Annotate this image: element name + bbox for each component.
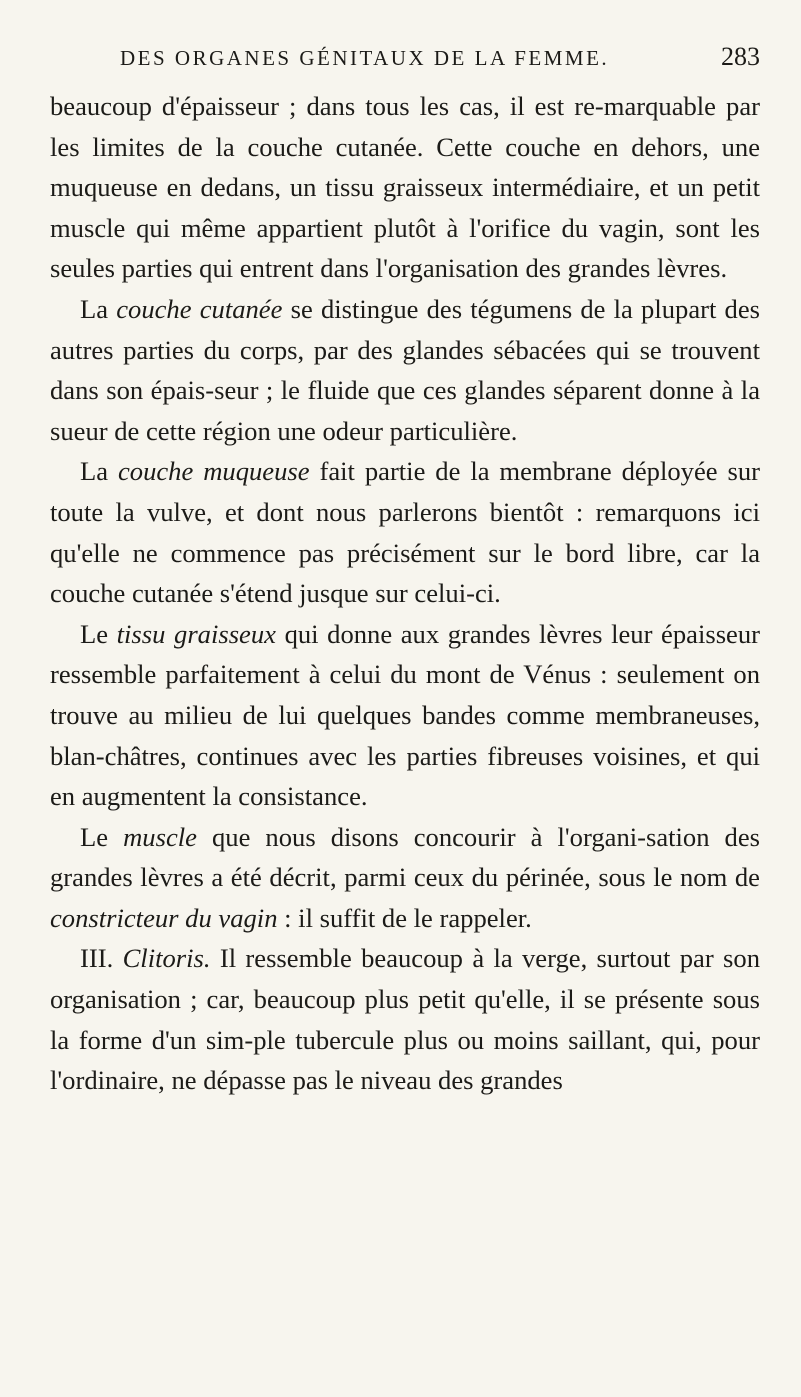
paragraph-text: : il suffit de le rappeler. [277,902,532,933]
paragraph-text: fait partie de la membrane déployée sur toute la vulve, et dont nous parlerons bientôt : remarquons ici qu'elle ne commence pas précisément sur le bord libre, car la couche cutanée s'étend jusque sur celui-ci. [50,456,760,609]
paragraph-text: qui donne aux grandes lèvres leur épaisseur ressemble parfaitement à celui du mont de Vénus : seulement on trouve au milieu de lui quelques bandes comme membraneuses, blan-châtres, continues avec les parties fibreuses voisines, et qui en augmentent la consistance. [50,618,761,812]
paragraph-5 [50,817,760,939]
italic-term: constricteur du vagin [50,902,278,933]
paragraph-text: beaucoup d'épaisseur ; dans tous les cas, il est re-marquable par les limites de la couche cutanée. Cette couche en dehors, une muqueuse en dedans, un tissu graisseux intermédiaire, et un petit muscle qui même appartient plutôt à l'orifice du vagin, sont les seules parties qui entrent dans l'organisation des grandes lèvres. [50,91,760,284]
paragraph-2 [50,289,760,451]
paragraph-text: que nous disons concourir à l'organi-sation des grandes lèvres a été décrit, parmi ceux du périnée, sous le nom de [50,821,760,893]
italic-term: couche muqueuse [117,456,310,487]
italic-term: Clitoris. [122,943,211,974]
page-number: 283 [721,42,760,71]
running-head [50,42,760,84]
paragraph-text: Le [80,618,117,649]
paragraph-6 [50,938,760,1100]
paragraph-text: Il ressemble beaucoup à la verge, surtout par son organisation ; car, beaucoup plus petit qu'elle, il se présente sous la forme d'un sim-ple tubercule plus ou moins saillant, qui, pour l'ordinaire, ne dépasse pas le niveau des grandes [50,943,760,1096]
paragraph-text: III. [80,943,123,974]
body-text [50,86,760,1101]
italic-term: muscle [123,821,197,852]
paragraph-1 [50,86,760,289]
italic-term: tissu graisseux [116,618,276,649]
italic-term: couche cutanée [116,293,283,324]
running-title: DES ORGANES GÉNITAUX DE LA FEMME. [120,46,610,70]
paragraph-text: se distingue des tégumens de la plupart des autres parties du corps, par des glandes sébacées qui se trouvent dans son épais-seur ; le fluide que ces glandes séparent donne à la sueur de cette région une odeur particulière. [50,293,760,446]
paragraph-text: La [80,293,117,324]
book-page [50,42,760,1101]
paragraph-text: Le [80,821,124,852]
paragraph-4 [50,614,760,817]
paragraph-text: La [80,456,118,487]
paragraph-3 [50,451,760,613]
